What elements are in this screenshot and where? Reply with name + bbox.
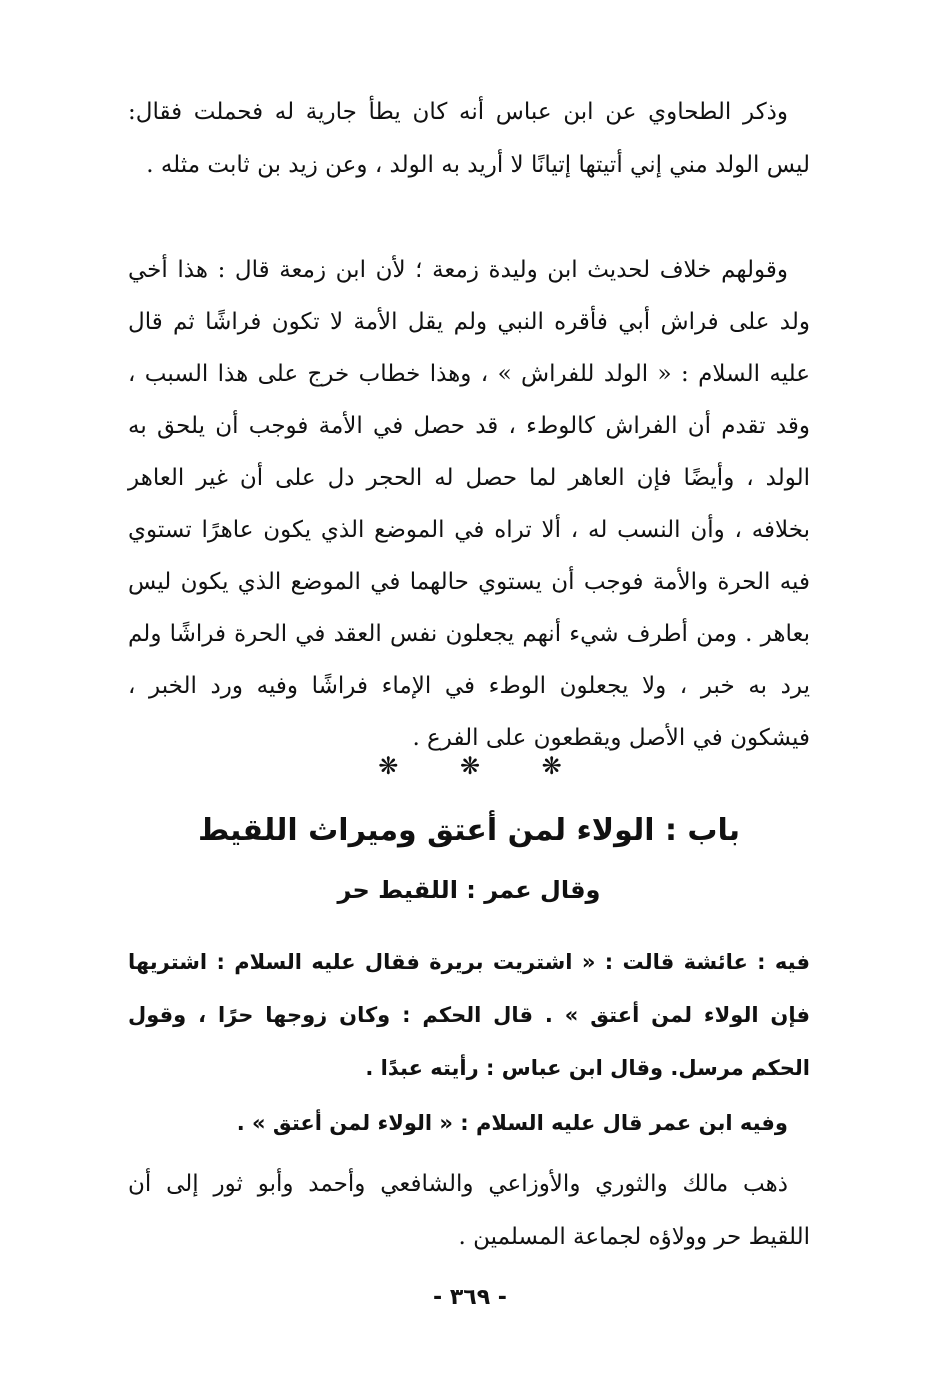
- hadith-aisha: فيه : عائشة قالت : « اشتريت بريرة فقال عليه السلام : اشتريها فإن الولاء لمن أعتق » . قال الحكم : وكان زوجها حرًا ، وقول الحكم مرسل. وقال ابن عباس : رأيته عبدًا .: [128, 950, 810, 1080]
- paragraph-tahawi-text: وذكر الطحاوي عن ابن عباس أنه كان يطأ جارية له فحملت فقال: ليس الولد مني إني أتيتها إتيانًا لا أريد به الولد ، وعن زيد بن ثابت مثله .: [128, 99, 810, 178]
- chapter-title: باب : الولاء لمن أعتق وميراث اللقيط: [197, 813, 741, 848]
- paragraph-scholars: [128, 1158, 810, 1264]
- paragraph-tahawi: [128, 86, 810, 192]
- page-number: - ٣٦٩ -: [433, 1285, 507, 1310]
- section-separator: ❋ ❋ ❋: [378, 752, 562, 780]
- paragraph-scholars-text: ذهب مالك والثوري والأوزاعي والشافعي وأحمد وأبو ثور إلى أن اللقيط حر وولاؤه لجماعة المسلمين .: [128, 1171, 810, 1250]
- hadith-ibn-umar: وفيه ابن عمر قال عليه السلام : « الولاء لمن أعتق » .: [236, 1111, 788, 1135]
- paragraph-zamaa-text: وقولهم خلاف لحديث ابن وليدة زمعة ؛ لأن ابن زمعة قال : هذا أخي ولد على فراش أبي فأقره النبي ولم يقل الأمة لا تكون فراشًا ثم قال عليه السلام : « الولد للفراش » ، وهذا خطاب خرج على هذا السبب ، وقد تقدم أن الفراش كالوطء ، قد حصل في الأمة فوجب أن يلحق به الولد ، وأيضًا فإن العاهر لما حصل له الحجر دل على أن غير العاهر بخلافه ، وأن النسب له ، ألا تراه في الموضع الذي يكون عاهرًا تستوي فيه الحرة والأمة فوجب أن يستوي حالهما في الموضع الذي يكون ليس بعاهر . ومن أطرف شيء أنهم يجعلون نفس العقد في الحرة فراشًا ولم يرد به خبر ، ولا يجعلون الوطء في الإماء فراشًا وفيه ورد الخبر ، فيشكون في الأصل ويقطعون على الفرع .: [128, 257, 810, 751]
- chapter-subtitle: وقال عمر : اللقيط حر: [337, 876, 601, 904]
- paragraph-zamaa: [128, 244, 810, 764]
